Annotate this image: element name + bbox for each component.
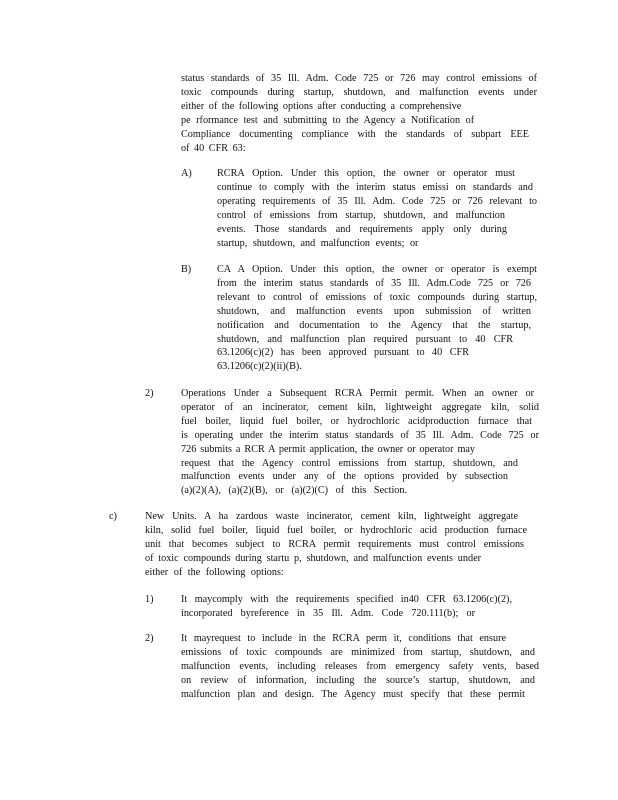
text-line: kiln, solid fuel boiler, liquid fuel boiler, or hydrochloric acid production furnace [145, 524, 527, 536]
text-line: emissions of toxic compounds are minimized from startup, shutdown, and [181, 646, 535, 658]
text-line: events. Those standards and requirements apply only during [217, 223, 507, 235]
text-line: 63.1206(c)(2) has been approved pursuant to 40 CFR [217, 347, 469, 359]
text-line: of toxic compounds during startu p, shutdown, and malfunction events under [145, 552, 481, 564]
text-line: relevant to control of emissions of toxic compounds during startup, [217, 291, 537, 303]
text-line: Compliance documenting compliance with the standards of subpart EEE [181, 128, 529, 140]
text-line: request that the Agency control emissions from startup, shutdown, and [181, 457, 518, 469]
text-line: 726 submits a RCR A permit application, the owner or operator may [181, 443, 475, 455]
item-label-c: c) [109, 511, 117, 522]
intro-paragraph [181, 72, 537, 155]
text-line: malfunction plan and design. The Agency must specify that these permit [181, 688, 525, 700]
item-label-c2: 2) [145, 633, 154, 644]
text-line: on review of information, including the source’s startup, shutdown, and [181, 674, 535, 686]
item-c2-paragraph [181, 632, 539, 702]
text-line: fuel boiler, liquid fuel boiler, or hydrochloric acidproduction furnace that [181, 415, 532, 427]
text-line: from the interim status standards of 35 Ill. Adm.Code 725 or 726 [217, 277, 531, 289]
text-line: malfunction events, including releases from emergency safety vents, based [181, 660, 539, 672]
text-line: unit that becomes subject to RCRA permit requirements must control emissions [145, 538, 524, 550]
text-line: status standards of 35 Ill. Adm. Code 725 or 726 may control emissions of [181, 73, 537, 84]
text-line: CA A Option. Under this option, the owner or operator is exempt [217, 264, 537, 275]
text-line: control of emissions from startup, shutdown, and malfunction [217, 209, 505, 221]
item-label-2: 2) [145, 388, 154, 399]
text-line: malfunction events under any of the options provided by subsection [181, 471, 508, 483]
item-A-paragraph [217, 167, 537, 250]
text-line: of 40 CFR 63: [181, 142, 246, 154]
text-line: It mayrequest to include in the RCRA perm it, conditions that ensure [181, 633, 506, 644]
text-line: startup, shutdown, and malfunction events; or [217, 237, 419, 249]
text-line: It maycomply with the requirements specified in40 CFR 63.1206(c)(2), [181, 594, 512, 605]
text-line: (a)(2)(A), (a)(2)(B), or (a)(2)(C) of this Section. [181, 485, 408, 497]
text-line: either of the following options: [145, 566, 284, 578]
text-line: either of the following options after conducting a comprehensive [181, 100, 462, 112]
item-c1-paragraph [181, 593, 521, 621]
item-label-B: B) [181, 264, 192, 275]
item-2-paragraph [181, 387, 539, 498]
text-line: toxic compounds during startup, shutdown, and malfunction events under [181, 86, 537, 98]
text-line: RCRA Option. Under this option, the owner or operator must [217, 168, 515, 179]
text-line: Operations Under a Subsequent RCRA Permit permit. When an owner or [181, 388, 534, 399]
text-line: operating requirements of 35 Ill. Adm. Code 725 or 726 relevant to [217, 195, 537, 207]
item-B-paragraph [217, 263, 537, 374]
text-line: New Units. A ha zardous waste incinerator, cement kiln, lightweight aggregate [145, 511, 518, 522]
text-line: is operating under the interim status standards of 35 Ill. Adm. Code 725 or [181, 429, 539, 441]
text-line: shutdown, and malfunction events upon submission of written [217, 305, 531, 317]
item-label-c1: 1) [145, 594, 154, 605]
text-line: continue to comply with the interim status emissi on standards and [217, 181, 533, 193]
text-line: shutdown, and malfunction plan required pursuant to 40 CFR [217, 333, 513, 345]
text-line: 63.1206(c)(2)(ii)(B). [217, 361, 302, 373]
text-line: operator of an incinerator, cement kiln, lightweight aggregate kiln, solid [181, 401, 539, 413]
text-line: pe rformance test and submitting to the Agency a Notification of [181, 114, 475, 126]
item-label-A: A) [181, 168, 192, 179]
item-c-paragraph [145, 510, 527, 580]
text-line: incorporated byreference in 35 Ill. Adm. Code 720.111(b); or [181, 607, 475, 619]
text-line: notification and documentation to the Agency that the startup, [217, 319, 531, 331]
